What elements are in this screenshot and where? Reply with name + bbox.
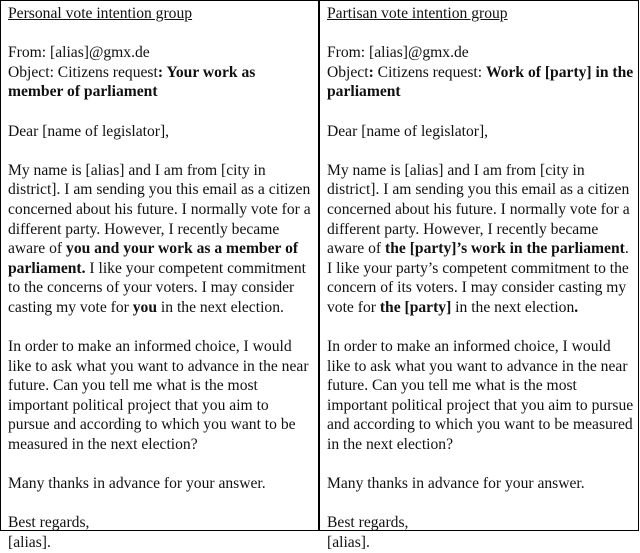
- signature: [alias].: [8, 534, 51, 552]
- signature: [alias].: [327, 534, 370, 552]
- personal-vote-column: [1, 1, 320, 552]
- closing: Best regards,: [8, 514, 90, 532]
- body-paragraph-2: In order to make an informed choice, I would like to ask what you want to advance in the near future. Can you tell me what is the most important political project that you aim to pursue and according to which you want to be measured in the next election?: [327, 338, 634, 454]
- email-object: Object: Citizens request: Work of [party] in the parliament: [327, 63, 634, 101]
- body-paragraph-1: My name is [alias] and I am from [city in district]. I am sending you this email as a citizen concerned about his future. I normally vote for a different party. However, I recently became aware of you and your work as a member of parliament. I like your competent commitment to the concerns of your voters. I may consider casting my vote for you in the next election.: [8, 161, 311, 316]
- email-from: From: [alias]@gmx.de: [8, 44, 150, 62]
- thanks-line: Many thanks in advance for your answer.: [8, 475, 266, 493]
- closing: Best regards,: [327, 514, 409, 532]
- thanks-line: Many thanks in advance for your answer.: [327, 475, 585, 493]
- body-paragraph-2: In order to make an informed choice, I would like to ask what you want to advance in the near future. Can you tell me what is the most important political project that you aim to pursue and according to which you want to be measured in the next election?: [8, 338, 309, 454]
- email-from: From: [alias]@gmx.de: [327, 44, 469, 62]
- body-paragraph-1: My name is [alias] and I am from [city in district]. I am sending you this email as a citizen concerned about his future. I normally vote for a different party. However, I recently became aware of the [party]’s work in the parliament. I like your party’s competent commitment to the concern of its voters. I may consider casting my vote for the [party] in the next election.: [327, 161, 630, 316]
- salutation: Dear [name of legislator],: [8, 122, 170, 140]
- column-heading: Partisan vote intention group: [327, 5, 508, 22]
- salutation: Dear [name of legislator],: [327, 122, 489, 140]
- email-object: Object: Citizens request: Your work as member of parliament: [8, 63, 256, 101]
- partisan-vote-column: [320, 1, 638, 552]
- column-heading: Personal vote intention group: [8, 5, 193, 22]
